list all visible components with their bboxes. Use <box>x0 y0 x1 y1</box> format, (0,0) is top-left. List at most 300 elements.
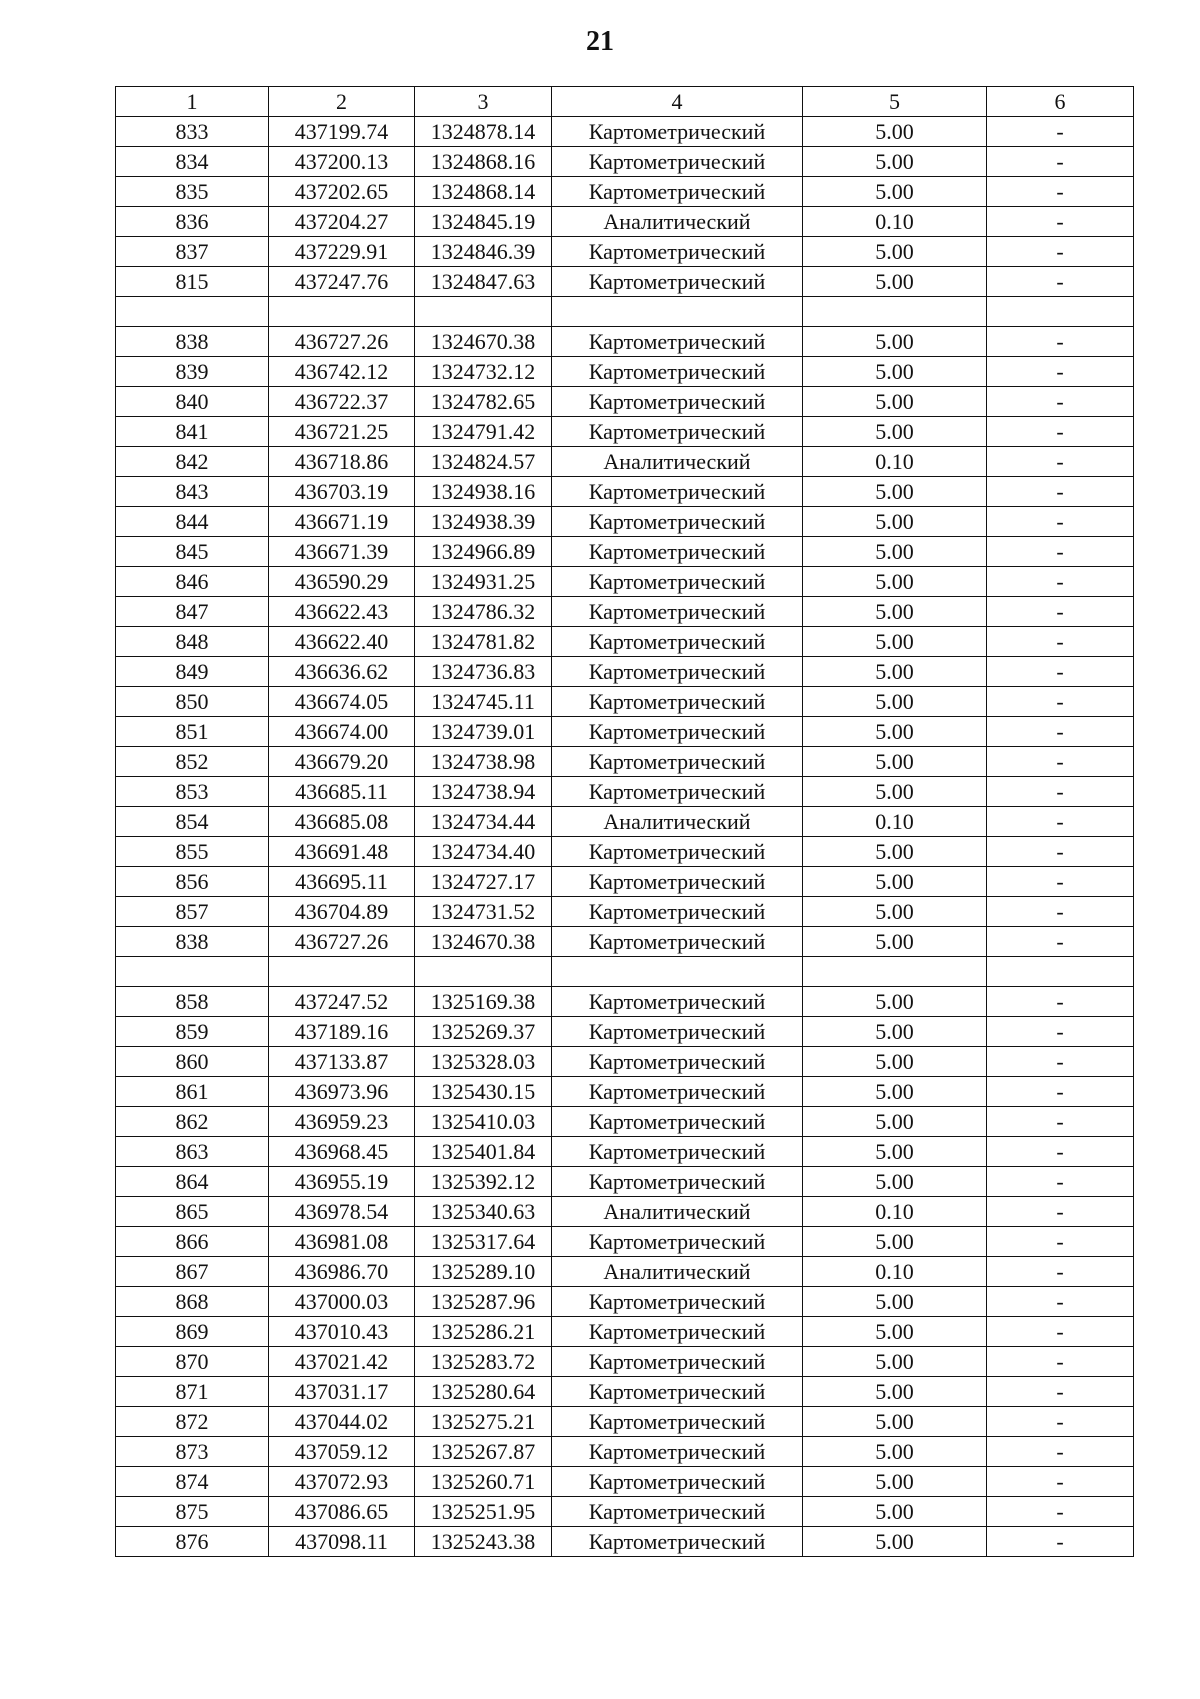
y-coordinate-cell: 1325267.87 <box>415 1437 552 1467</box>
x-coordinate-cell: 437247.76 <box>269 267 415 297</box>
y-coordinate-cell: 1324931.25 <box>415 567 552 597</box>
table-row <box>116 297 1134 327</box>
x-coordinate-cell: 436981.08 <box>269 1227 415 1257</box>
x-coordinate-cell: 436671.39 <box>269 537 415 567</box>
table-row <box>116 777 1134 807</box>
x-coordinate-cell: 436704.89 <box>269 897 415 927</box>
method-cell: Картометрический <box>552 507 803 537</box>
method-cell: Картометрический <box>552 1227 803 1257</box>
x-coordinate-cell: 436636.62 <box>269 657 415 687</box>
accuracy-cell: 0.10 <box>803 1257 987 1287</box>
y-coordinate-cell: 1324868.14 <box>415 177 552 207</box>
accuracy-cell: 5.00 <box>803 357 987 387</box>
table-row <box>116 1497 1134 1527</box>
y-coordinate-cell: 1324734.44 <box>415 807 552 837</box>
method-cell: Картометрический <box>552 747 803 777</box>
point-number-cell: 870 <box>116 1347 269 1377</box>
method-cell: Картометрический <box>552 267 803 297</box>
note-cell <box>987 957 1134 987</box>
y-coordinate-cell: 1324938.39 <box>415 507 552 537</box>
table-row <box>116 807 1134 837</box>
table-body <box>116 117 1134 1557</box>
note-cell: - <box>987 1347 1134 1377</box>
note-cell: - <box>987 1437 1134 1467</box>
table-row <box>116 117 1134 147</box>
method-cell: Картометрический <box>552 867 803 897</box>
table-row <box>116 867 1134 897</box>
note-cell: - <box>987 327 1134 357</box>
method-cell: Картометрический <box>552 1017 803 1047</box>
point-number-cell: 843 <box>116 477 269 507</box>
method-cell: Картометрический <box>552 387 803 417</box>
note-cell: - <box>987 687 1134 717</box>
method-cell: Картометрический <box>552 417 803 447</box>
x-coordinate-cell <box>269 957 415 987</box>
point-number-cell: 875 <box>116 1497 269 1527</box>
point-number-cell: 838 <box>116 327 269 357</box>
x-coordinate-cell: 436727.26 <box>269 927 415 957</box>
accuracy-cell: 5.00 <box>803 1437 987 1467</box>
table-row <box>116 1347 1134 1377</box>
note-cell: - <box>987 1527 1134 1557</box>
accuracy-cell: 0.10 <box>803 807 987 837</box>
note-cell: - <box>987 1017 1134 1047</box>
x-coordinate-cell: 437059.12 <box>269 1437 415 1467</box>
x-coordinate-cell: 437044.02 <box>269 1407 415 1437</box>
x-coordinate-cell: 437247.52 <box>269 987 415 1017</box>
table-row <box>116 747 1134 777</box>
accuracy-cell: 0.10 <box>803 1197 987 1227</box>
y-coordinate-cell: 1325286.21 <box>415 1317 552 1347</box>
table-row <box>116 657 1134 687</box>
column-header: 2 <box>269 87 415 117</box>
point-number-cell: 850 <box>116 687 269 717</box>
note-cell: - <box>987 447 1134 477</box>
column-header: 6 <box>987 87 1134 117</box>
x-coordinate-cell: 437072.93 <box>269 1467 415 1497</box>
note-cell: - <box>987 1227 1134 1257</box>
method-cell: Аналитический <box>552 1257 803 1287</box>
y-coordinate-cell: 1324868.16 <box>415 147 552 177</box>
accuracy-cell: 5.00 <box>803 1287 987 1317</box>
x-coordinate-cell: 436685.11 <box>269 777 415 807</box>
note-cell: - <box>987 837 1134 867</box>
table-row <box>116 1317 1134 1347</box>
note-cell: - <box>987 477 1134 507</box>
y-coordinate-cell: 1325401.84 <box>415 1137 552 1167</box>
point-number-cell: 876 <box>116 1527 269 1557</box>
y-coordinate-cell: 1324745.11 <box>415 687 552 717</box>
x-coordinate-cell: 436703.19 <box>269 477 415 507</box>
table-row <box>116 447 1134 477</box>
method-cell: Картометрический <box>552 327 803 357</box>
y-coordinate-cell: 1324824.57 <box>415 447 552 477</box>
y-coordinate-cell: 1324738.94 <box>415 777 552 807</box>
note-cell: - <box>987 1137 1134 1167</box>
y-coordinate-cell: 1324734.40 <box>415 837 552 867</box>
accuracy-cell: 5.00 <box>803 237 987 267</box>
table-row <box>116 1437 1134 1467</box>
method-cell: Картометрический <box>552 117 803 147</box>
x-coordinate-cell: 437200.13 <box>269 147 415 177</box>
y-coordinate-cell: 1325243.38 <box>415 1527 552 1557</box>
x-coordinate-cell: 437199.74 <box>269 117 415 147</box>
y-coordinate-cell: 1325275.21 <box>415 1407 552 1437</box>
accuracy-cell: 5.00 <box>803 1407 987 1437</box>
note-cell: - <box>987 1197 1134 1227</box>
table-row <box>116 597 1134 627</box>
y-coordinate-cell: 1325260.71 <box>415 1467 552 1497</box>
method-cell: Картометрический <box>552 237 803 267</box>
table-row <box>116 627 1134 657</box>
y-coordinate-cell: 1325328.03 <box>415 1047 552 1077</box>
x-coordinate-cell: 436671.19 <box>269 507 415 537</box>
accuracy-cell: 5.00 <box>803 717 987 747</box>
note-cell: - <box>987 717 1134 747</box>
point-number-cell: 859 <box>116 1017 269 1047</box>
note-cell: - <box>987 267 1134 297</box>
accuracy-cell: 5.00 <box>803 1227 987 1257</box>
note-cell: - <box>987 1257 1134 1287</box>
y-coordinate-cell: 1325269.37 <box>415 1017 552 1047</box>
note-cell: - <box>987 927 1134 957</box>
table-row <box>116 927 1134 957</box>
method-cell: Картометрический <box>552 1467 803 1497</box>
x-coordinate-cell: 437204.27 <box>269 207 415 237</box>
y-coordinate-cell: 1325430.15 <box>415 1077 552 1107</box>
y-coordinate-cell: 1325251.95 <box>415 1497 552 1527</box>
point-number-cell: 847 <box>116 597 269 627</box>
table-row <box>116 417 1134 447</box>
accuracy-cell: 5.00 <box>803 1347 987 1377</box>
table-row <box>116 837 1134 867</box>
accuracy-cell: 5.00 <box>803 1467 987 1497</box>
accuracy-cell: 5.00 <box>803 1527 987 1557</box>
method-cell: Картометрический <box>552 1287 803 1317</box>
y-coordinate-cell: 1325392.12 <box>415 1167 552 1197</box>
accuracy-cell: 5.00 <box>803 687 987 717</box>
method-cell: Картометрический <box>552 777 803 807</box>
table-row <box>116 1377 1134 1407</box>
point-number-cell: 848 <box>116 627 269 657</box>
table-row <box>116 1527 1134 1557</box>
note-cell: - <box>987 147 1134 177</box>
x-coordinate-cell: 436727.26 <box>269 327 415 357</box>
table-row <box>116 1167 1134 1197</box>
note-cell: - <box>987 897 1134 927</box>
method-cell: Картометрический <box>552 1527 803 1557</box>
accuracy-cell: 5.00 <box>803 147 987 177</box>
table-row <box>116 897 1134 927</box>
point-number-cell: 856 <box>116 867 269 897</box>
x-coordinate-cell: 436721.25 <box>269 417 415 447</box>
point-number-cell: 854 <box>116 807 269 837</box>
y-coordinate-cell: 1324782.65 <box>415 387 552 417</box>
y-coordinate-cell: 1324781.82 <box>415 627 552 657</box>
accuracy-cell <box>803 297 987 327</box>
point-number-cell: 873 <box>116 1437 269 1467</box>
x-coordinate-cell: 436679.20 <box>269 747 415 777</box>
method-cell: Картометрический <box>552 147 803 177</box>
table-row <box>116 387 1134 417</box>
point-number-cell <box>116 297 269 327</box>
point-number-cell: 845 <box>116 537 269 567</box>
table-row <box>116 147 1134 177</box>
note-cell: - <box>987 987 1134 1017</box>
table-row <box>116 1047 1134 1077</box>
accuracy-cell: 5.00 <box>803 477 987 507</box>
x-coordinate-cell: 436695.11 <box>269 867 415 897</box>
table-row <box>116 1077 1134 1107</box>
page-number: 21 <box>586 26 614 57</box>
table-row <box>116 987 1134 1017</box>
y-coordinate-cell: 1325410.03 <box>415 1107 552 1137</box>
note-cell: - <box>987 567 1134 597</box>
note-cell: - <box>987 1407 1134 1437</box>
note-cell: - <box>987 657 1134 687</box>
x-coordinate-cell: 436674.00 <box>269 717 415 747</box>
method-cell: Картометрический <box>552 1107 803 1137</box>
table-row <box>116 1017 1134 1047</box>
x-coordinate-cell: 437229.91 <box>269 237 415 267</box>
note-cell <box>987 297 1134 327</box>
x-coordinate-cell: 437031.17 <box>269 1377 415 1407</box>
accuracy-cell: 5.00 <box>803 1137 987 1167</box>
point-number-cell: 866 <box>116 1227 269 1257</box>
note-cell: - <box>987 1047 1134 1077</box>
x-coordinate-cell <box>269 297 415 327</box>
method-cell: Картометрический <box>552 897 803 927</box>
method-cell <box>552 297 803 327</box>
y-coordinate-cell: 1324786.32 <box>415 597 552 627</box>
point-number-cell: 837 <box>116 237 269 267</box>
point-number-cell: 834 <box>116 147 269 177</box>
note-cell: - <box>987 1377 1134 1407</box>
accuracy-cell: 5.00 <box>803 177 987 207</box>
point-number-cell: 846 <box>116 567 269 597</box>
point-number-cell: 865 <box>116 1197 269 1227</box>
table-row <box>116 687 1134 717</box>
accuracy-cell: 5.00 <box>803 1167 987 1197</box>
y-coordinate-cell: 1324738.98 <box>415 747 552 777</box>
x-coordinate-cell: 436986.70 <box>269 1257 415 1287</box>
note-cell: - <box>987 627 1134 657</box>
y-coordinate-cell <box>415 957 552 987</box>
note-cell: - <box>987 777 1134 807</box>
table-row <box>116 1197 1134 1227</box>
note-cell: - <box>987 807 1134 837</box>
accuracy-cell: 5.00 <box>803 567 987 597</box>
table-row <box>116 1287 1134 1317</box>
y-coordinate-cell: 1324847.63 <box>415 267 552 297</box>
method-cell: Картометрический <box>552 1047 803 1077</box>
point-number-cell: 838 <box>116 927 269 957</box>
point-number-cell: 862 <box>116 1107 269 1137</box>
note-cell: - <box>987 237 1134 267</box>
accuracy-cell: 0.10 <box>803 447 987 477</box>
point-number-cell: 851 <box>116 717 269 747</box>
x-coordinate-cell: 436978.54 <box>269 1197 415 1227</box>
x-coordinate-cell: 436622.43 <box>269 597 415 627</box>
x-coordinate-cell: 436590.29 <box>269 567 415 597</box>
x-coordinate-cell: 436973.96 <box>269 1077 415 1107</box>
accuracy-cell: 5.00 <box>803 327 987 357</box>
column-header: 5 <box>803 87 987 117</box>
x-coordinate-cell: 436685.08 <box>269 807 415 837</box>
point-number-cell: 855 <box>116 837 269 867</box>
x-coordinate-cell: 437202.65 <box>269 177 415 207</box>
y-coordinate-cell: 1325340.63 <box>415 1197 552 1227</box>
point-number-cell <box>116 957 269 987</box>
column-header: 3 <box>415 87 552 117</box>
method-cell: Картометрический <box>552 687 803 717</box>
point-number-cell: 867 <box>116 1257 269 1287</box>
point-number-cell: 860 <box>116 1047 269 1077</box>
table-row <box>116 1407 1134 1437</box>
note-cell: - <box>987 1317 1134 1347</box>
accuracy-cell: 5.00 <box>803 417 987 447</box>
y-coordinate-cell: 1324845.19 <box>415 207 552 237</box>
note-cell: - <box>987 1497 1134 1527</box>
accuracy-cell <box>803 957 987 987</box>
table-row <box>116 237 1134 267</box>
accuracy-cell: 5.00 <box>803 777 987 807</box>
y-coordinate-cell: 1324878.14 <box>415 117 552 147</box>
point-number-cell: 871 <box>116 1377 269 1407</box>
accuracy-cell: 5.00 <box>803 897 987 927</box>
y-coordinate-cell: 1325169.38 <box>415 987 552 1017</box>
x-coordinate-cell: 436968.45 <box>269 1137 415 1167</box>
accuracy-cell: 5.00 <box>803 987 987 1017</box>
table-row <box>116 327 1134 357</box>
accuracy-cell: 5.00 <box>803 597 987 627</box>
y-coordinate-cell <box>415 297 552 327</box>
table-row <box>116 1137 1134 1167</box>
point-number-cell: 858 <box>116 987 269 1017</box>
accuracy-cell: 5.00 <box>803 1047 987 1077</box>
method-cell: Картометрический <box>552 1497 803 1527</box>
method-cell: Аналитический <box>552 807 803 837</box>
point-number-cell: 868 <box>116 1287 269 1317</box>
point-number-cell: 833 <box>116 117 269 147</box>
coordinates-table <box>115 86 1134 1557</box>
x-coordinate-cell: 437086.65 <box>269 1497 415 1527</box>
point-number-cell: 852 <box>116 747 269 777</box>
column-header: 1 <box>116 87 269 117</box>
table-row <box>116 717 1134 747</box>
x-coordinate-cell: 437021.42 <box>269 1347 415 1377</box>
accuracy-cell: 5.00 <box>803 267 987 297</box>
y-coordinate-cell: 1324739.01 <box>415 717 552 747</box>
x-coordinate-cell: 436955.19 <box>269 1167 415 1197</box>
x-coordinate-cell: 436674.05 <box>269 687 415 717</box>
table-row <box>116 957 1134 987</box>
accuracy-cell: 5.00 <box>803 1017 987 1047</box>
method-cell: Картометрический <box>552 537 803 567</box>
method-cell: Картометрический <box>552 1377 803 1407</box>
accuracy-cell: 5.00 <box>803 537 987 567</box>
method-cell: Картометрический <box>552 1077 803 1107</box>
y-coordinate-cell: 1325289.10 <box>415 1257 552 1287</box>
method-cell: Картометрический <box>552 1137 803 1167</box>
method-cell: Картометрический <box>552 717 803 747</box>
method-cell: Картометрический <box>552 657 803 687</box>
note-cell: - <box>987 1167 1134 1197</box>
x-coordinate-cell: 437189.16 <box>269 1017 415 1047</box>
point-number-cell: 864 <box>116 1167 269 1197</box>
table-header-row <box>116 87 1134 117</box>
accuracy-cell: 5.00 <box>803 1497 987 1527</box>
note-cell: - <box>987 357 1134 387</box>
y-coordinate-cell: 1324791.42 <box>415 417 552 447</box>
accuracy-cell: 5.00 <box>803 1107 987 1137</box>
accuracy-cell: 5.00 <box>803 1077 987 1107</box>
accuracy-cell: 5.00 <box>803 1377 987 1407</box>
note-cell: - <box>987 387 1134 417</box>
table-row <box>116 567 1134 597</box>
point-number-cell: 869 <box>116 1317 269 1347</box>
accuracy-cell: 5.00 <box>803 657 987 687</box>
accuracy-cell: 5.00 <box>803 867 987 897</box>
y-coordinate-cell: 1324966.89 <box>415 537 552 567</box>
accuracy-cell: 5.00 <box>803 387 987 417</box>
column-header: 4 <box>552 87 803 117</box>
accuracy-cell: 5.00 <box>803 747 987 777</box>
method-cell: Картометрический <box>552 477 803 507</box>
method-cell: Картометрический <box>552 1437 803 1467</box>
point-number-cell: 841 <box>116 417 269 447</box>
note-cell: - <box>987 117 1134 147</box>
note-cell: - <box>987 747 1134 777</box>
y-coordinate-cell: 1324736.83 <box>415 657 552 687</box>
table-row <box>116 477 1134 507</box>
note-cell: - <box>987 417 1134 447</box>
method-cell: Картометрический <box>552 1347 803 1377</box>
y-coordinate-cell: 1324670.38 <box>415 927 552 957</box>
table-row <box>116 507 1134 537</box>
table-row <box>116 207 1134 237</box>
method-cell: Картометрический <box>552 357 803 387</box>
x-coordinate-cell: 437098.11 <box>269 1527 415 1557</box>
method-cell: Картометрический <box>552 1167 803 1197</box>
note-cell: - <box>987 597 1134 627</box>
method-cell: Картометрический <box>552 987 803 1017</box>
point-number-cell: 872 <box>116 1407 269 1437</box>
accuracy-cell: 5.00 <box>803 627 987 657</box>
point-number-cell: 836 <box>116 207 269 237</box>
y-coordinate-cell: 1324938.16 <box>415 477 552 507</box>
x-coordinate-cell: 436718.86 <box>269 447 415 477</box>
note-cell: - <box>987 507 1134 537</box>
point-number-cell: 842 <box>116 447 269 477</box>
point-number-cell: 863 <box>116 1137 269 1167</box>
table-row <box>116 1257 1134 1287</box>
table-row <box>116 177 1134 207</box>
method-cell: Картометрический <box>552 627 803 657</box>
table-row <box>116 1467 1134 1497</box>
method-cell: Картометрический <box>552 567 803 597</box>
point-number-cell: 857 <box>116 897 269 927</box>
x-coordinate-cell: 437000.03 <box>269 1287 415 1317</box>
note-cell: - <box>987 537 1134 567</box>
note-cell: - <box>987 867 1134 897</box>
x-coordinate-cell: 436959.23 <box>269 1107 415 1137</box>
note-cell: - <box>987 1077 1134 1107</box>
table-row <box>116 267 1134 297</box>
method-cell: Аналитический <box>552 447 803 477</box>
point-number-cell: 840 <box>116 387 269 417</box>
point-number-cell: 861 <box>116 1077 269 1107</box>
